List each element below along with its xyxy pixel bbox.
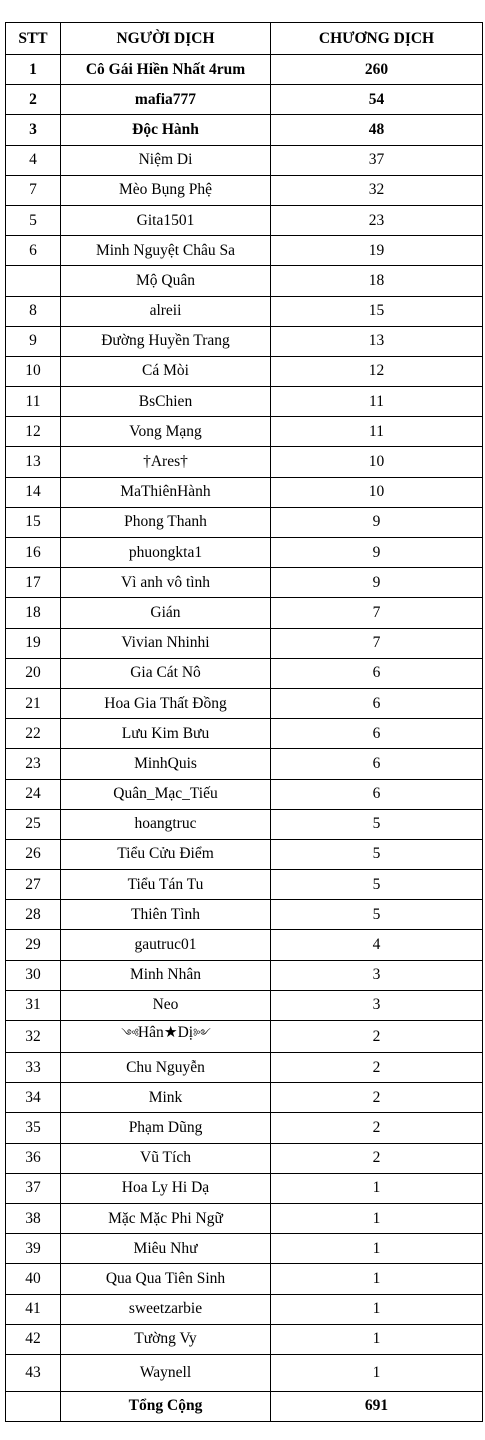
table-row [6, 296, 483, 326]
table-row [6, 930, 483, 960]
row-stt: 9 [6, 326, 61, 356]
row-stt: 11 [6, 387, 61, 417]
header-chapters: CHƯƠNG DỊCH [271, 23, 483, 55]
row-chapters: 1 [271, 1264, 483, 1294]
row-translator: Lưu Kim Bưu [61, 719, 271, 749]
total-value: 691 [271, 1391, 483, 1421]
row-translator: Mèo Bụng Phệ [61, 175, 271, 205]
table-row [6, 1143, 483, 1173]
row-chapters: 37 [271, 145, 483, 175]
row-chapters: 11 [271, 387, 483, 417]
row-chapters: 3 [271, 960, 483, 990]
row-translator: MinhQuis [61, 749, 271, 779]
row-translator: MaThiênHành [61, 477, 271, 507]
row-stt: 10 [6, 356, 61, 386]
row-chapters: 10 [271, 447, 483, 477]
table-row [6, 356, 483, 386]
row-stt: 6 [6, 236, 61, 266]
table-row [6, 538, 483, 568]
row-stt: 17 [6, 568, 61, 598]
table-row [6, 236, 483, 266]
row-translator: Qua Qua Tiên Sinh [61, 1264, 271, 1294]
row-chapters: 7 [271, 598, 483, 628]
row-translator: Hoa Gia Thất Đồng [61, 688, 271, 718]
row-translator: Cô Gái Hiền Nhất 4rum [61, 55, 271, 85]
row-stt: 14 [6, 477, 61, 507]
row-stt: 42 [6, 1324, 61, 1354]
table-row [6, 1203, 483, 1233]
row-chapters: 10 [271, 477, 483, 507]
table-row [6, 477, 483, 507]
table-row [6, 1324, 483, 1354]
row-chapters: 48 [271, 115, 483, 145]
total-stt [6, 1391, 61, 1421]
row-chapters: 18 [271, 266, 483, 296]
row-stt: 29 [6, 930, 61, 960]
row-translator: Phạm Dũng [61, 1113, 271, 1143]
table-row [6, 175, 483, 205]
row-translator: hoangtruc [61, 809, 271, 839]
table-row [6, 507, 483, 537]
row-stt: 20 [6, 658, 61, 688]
row-translator: sweetzarbie [61, 1294, 271, 1324]
row-translator: Gia Cát Nô [61, 658, 271, 688]
row-stt: 43 [6, 1354, 61, 1391]
row-chapters: 5 [271, 870, 483, 900]
row-chapters: 3 [271, 990, 483, 1020]
row-translator: mafia777 [61, 85, 271, 115]
row-chapters: 5 [271, 839, 483, 869]
row-translator: Miêu Như [61, 1234, 271, 1264]
row-stt: 2 [6, 85, 61, 115]
table-row [6, 598, 483, 628]
table-row [6, 1113, 483, 1143]
row-stt: 7 [6, 175, 61, 205]
row-chapters: 6 [271, 749, 483, 779]
row-translator: Vong Mạng [61, 417, 271, 447]
row-chapters: 1 [271, 1324, 483, 1354]
row-translator: Minh Nhân [61, 960, 271, 990]
row-stt: 3 [6, 115, 61, 145]
table-row [6, 809, 483, 839]
row-translator: Neo [61, 990, 271, 1020]
row-translator: Đường Huyền Trang [61, 326, 271, 356]
row-stt: 26 [6, 839, 61, 869]
row-chapters: 54 [271, 85, 483, 115]
table-row [6, 719, 483, 749]
row-translator: Vũ Tích [61, 1143, 271, 1173]
table-row [6, 55, 483, 85]
row-chapters: 1 [271, 1173, 483, 1203]
row-chapters: 2 [271, 1053, 483, 1083]
row-chapters: 260 [271, 55, 483, 85]
row-translator: Minh Nguyệt Châu Sa [61, 236, 271, 266]
table-row [6, 1021, 483, 1053]
row-translator: gautruc01 [61, 930, 271, 960]
row-chapters: 6 [271, 779, 483, 809]
row-translator: Chu Nguyễn [61, 1053, 271, 1083]
row-stt: 36 [6, 1143, 61, 1173]
row-translator: alreii [61, 296, 271, 326]
row-stt: 40 [6, 1264, 61, 1294]
row-stt: 23 [6, 749, 61, 779]
table-row [6, 205, 483, 235]
row-translator: Niệm Di [61, 145, 271, 175]
row-translator: Phong Thanh [61, 507, 271, 537]
table-row [6, 266, 483, 296]
row-translator: Mink [61, 1083, 271, 1113]
row-translator: Gita1501 [61, 205, 271, 235]
row-chapters: 5 [271, 900, 483, 930]
table-row [6, 115, 483, 145]
row-translator: Waynell [61, 1354, 271, 1391]
header-stt: STT [6, 23, 61, 55]
row-translator: Vivian Nhinhi [61, 628, 271, 658]
row-translator-text: Hân★Dị [137, 1024, 194, 1041]
row-stt: 30 [6, 960, 61, 990]
translator-table [5, 22, 483, 1422]
row-stt: 41 [6, 1294, 61, 1324]
row-chapters: 13 [271, 326, 483, 356]
row-stt: 21 [6, 688, 61, 718]
row-chapters: 4 [271, 930, 483, 960]
row-chapters: 23 [271, 205, 483, 235]
table-row [6, 1264, 483, 1294]
row-chapters: 1 [271, 1203, 483, 1233]
table-row [6, 990, 483, 1020]
row-chapters: 6 [271, 688, 483, 718]
row-stt [6, 266, 61, 296]
total-label: Tổng Cộng [61, 1391, 271, 1421]
row-chapters: 2 [271, 1143, 483, 1173]
row-chapters: 15 [271, 296, 483, 326]
table-row [6, 1294, 483, 1324]
row-stt: 18 [6, 598, 61, 628]
row-stt: 15 [6, 507, 61, 537]
row-stt: 35 [6, 1113, 61, 1143]
table-row [6, 417, 483, 447]
row-stt: 27 [6, 870, 61, 900]
row-chapters: 7 [271, 628, 483, 658]
flourish-left-icon: ༺ [121, 1028, 138, 1040]
row-translator: Tiểu Cửu Điểm [61, 839, 271, 869]
table-row [6, 85, 483, 115]
row-translator: Cá Mòi [61, 356, 271, 386]
row-stt: 22 [6, 719, 61, 749]
table-row [6, 900, 483, 930]
row-translator: BsChien [61, 387, 271, 417]
row-translator: Hoa Ly Hi Dạ [61, 1173, 271, 1203]
table-row [6, 447, 483, 477]
row-chapters: 9 [271, 507, 483, 537]
row-chapters: 12 [271, 356, 483, 386]
table-row [6, 658, 483, 688]
table-row [6, 688, 483, 718]
row-translator: Tường Vy [61, 1324, 271, 1354]
decorated-name [121, 1021, 209, 1052]
table-row [6, 145, 483, 175]
row-translator: Mộ Quân [61, 266, 271, 296]
table-row [6, 1083, 483, 1113]
table-row [6, 387, 483, 417]
table-row [6, 960, 483, 990]
row-translator: Mặc Mặc Phi Ngữ [61, 1203, 271, 1233]
table-row [6, 568, 483, 598]
row-stt: 24 [6, 779, 61, 809]
row-stt: 32 [6, 1021, 61, 1053]
row-stt: 12 [6, 417, 61, 447]
row-chapters: 19 [271, 236, 483, 266]
row-chapters: 32 [271, 175, 483, 205]
row-stt: 33 [6, 1053, 61, 1083]
row-stt: 19 [6, 628, 61, 658]
row-chapters: 5 [271, 809, 483, 839]
table-row [6, 779, 483, 809]
header-row [6, 23, 483, 55]
row-chapters: 11 [271, 417, 483, 447]
total-row [6, 1391, 483, 1421]
row-translator: phuongkta1 [61, 538, 271, 568]
table-row [6, 1053, 483, 1083]
row-chapters: 9 [271, 538, 483, 568]
row-translator [61, 1021, 271, 1053]
table-row [6, 1354, 483, 1391]
row-translator: Độc Hành [61, 115, 271, 145]
row-chapters: 6 [271, 658, 483, 688]
row-translator: Tiểu Tán Tu [61, 870, 271, 900]
row-stt: 34 [6, 1083, 61, 1113]
row-chapters: 9 [271, 568, 483, 598]
row-chapters: 1 [271, 1354, 483, 1391]
table-row [6, 870, 483, 900]
table-row [6, 1234, 483, 1264]
table-row [6, 1173, 483, 1203]
row-stt: 28 [6, 900, 61, 930]
row-chapters: 2 [271, 1083, 483, 1113]
table-row [6, 628, 483, 658]
row-stt: 37 [6, 1173, 61, 1203]
row-translator: Thiên Tình [61, 900, 271, 930]
row-stt: 8 [6, 296, 61, 326]
row-translator: Vì anh vô tình [61, 568, 271, 598]
row-stt: 1 [6, 55, 61, 85]
flourish-right-icon: ༻ [193, 1028, 210, 1040]
table-row [6, 749, 483, 779]
header-translator: NGƯỜI DỊCH [61, 23, 271, 55]
row-stt: 25 [6, 809, 61, 839]
table-row [6, 326, 483, 356]
row-translator: Gián [61, 598, 271, 628]
row-chapters: 1 [271, 1294, 483, 1324]
row-translator: †Ares† [61, 447, 271, 477]
row-chapters: 2 [271, 1021, 483, 1053]
row-stt: 38 [6, 1203, 61, 1233]
table-body [6, 55, 483, 1392]
row-stt: 4 [6, 145, 61, 175]
table-row [6, 839, 483, 869]
row-stt: 13 [6, 447, 61, 477]
row-stt: 5 [6, 205, 61, 235]
row-chapters: 2 [271, 1113, 483, 1143]
row-stt: 31 [6, 990, 61, 1020]
row-chapters: 6 [271, 719, 483, 749]
row-translator: Quân_Mạc_Tiếu [61, 779, 271, 809]
row-chapters: 1 [271, 1234, 483, 1264]
row-stt: 16 [6, 538, 61, 568]
row-stt: 39 [6, 1234, 61, 1264]
